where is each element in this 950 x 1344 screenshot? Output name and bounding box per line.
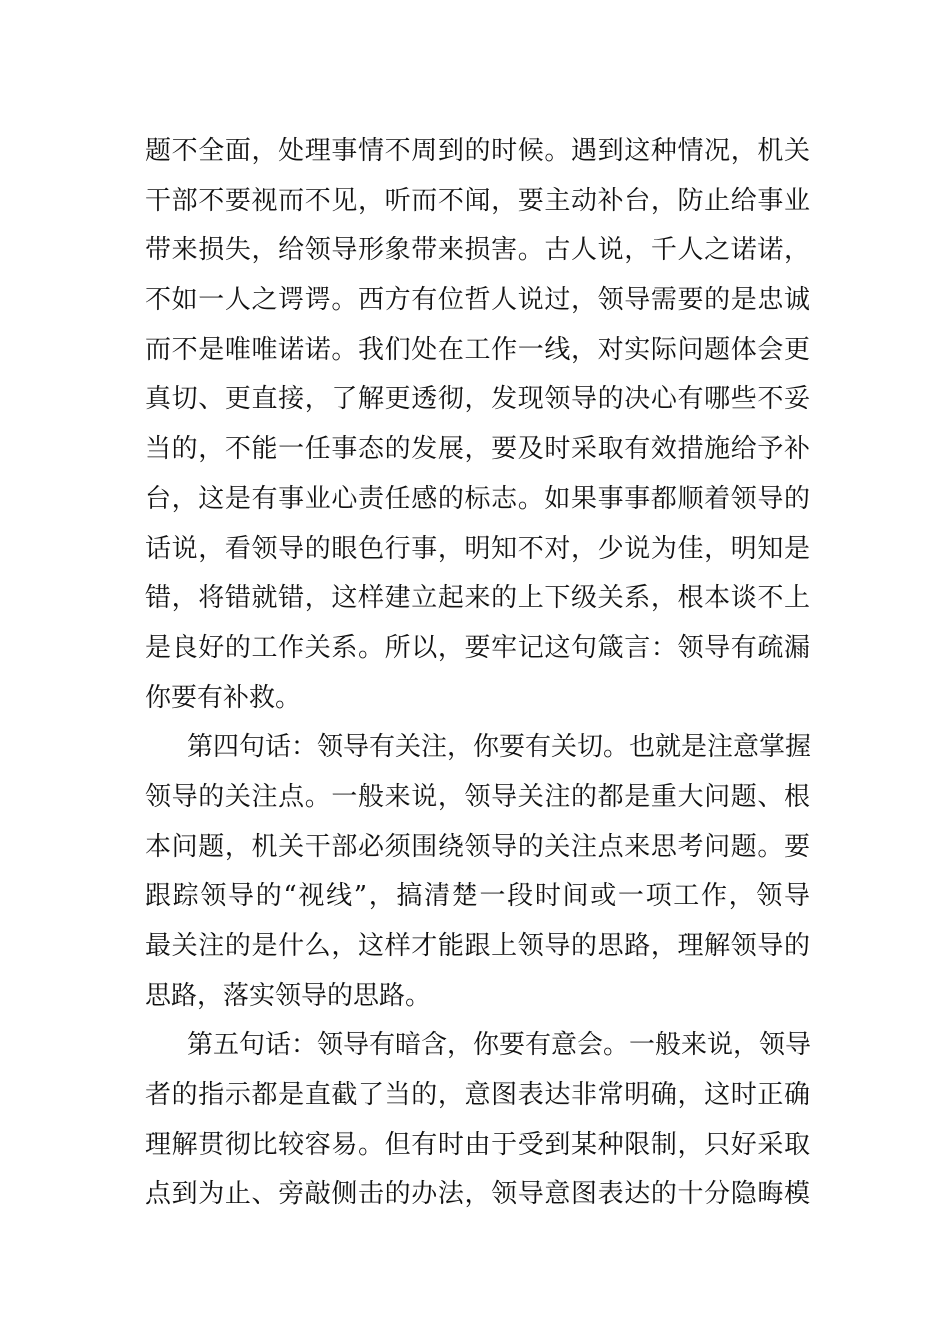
text-line: 是良好的工作关系。所以，要牢记这句箴言：领导有疏漏 [145, 632, 810, 663]
text-line: 领导的关注点。一般来说，领导关注的都是重大问题、根 [145, 781, 810, 812]
paragraph-start-line: 第四句话：领导有关注，你要有关切。也就是注意掌握 [187, 732, 812, 763]
text-line: 真切、更直接，了解更透彻，发现领导的决心有哪些不妥 [145, 384, 810, 415]
paragraph-start-line: 第五句话：领导有暗含，你要有意会。一般来说，领导 [187, 1030, 812, 1061]
text-line: 而不是唯唯诺诺。我们处在工作一线，对实际问题体会更 [145, 334, 810, 365]
text-line: 台，这是有事业心责任感的标志。如果事事都顺着领导的 [145, 483, 810, 514]
text-line: 最关注的是什么，这样才能跟上领导的思路，理解领导的 [145, 931, 810, 961]
text-line: 话说，看领导的眼色行事，明知不对，少说为佳，明知是 [145, 533, 810, 564]
text-line: 点到为止、旁敲侧击的办法，领导意图表达的十分隐晦模 [145, 1179, 810, 1210]
text-line: 干部不要视而不见，听而不闻，要主动补台，防止给事业 [145, 185, 810, 216]
document-body [145, 127, 810, 1220]
text-line: 题不全面，处理事情不周到的时候。遇到这种情况，机关 [145, 136, 810, 166]
text-line: 思路，落实领导的思路。 [145, 980, 432, 1011]
text-line: 错，将错就错，这样建立起来的上下级关系，根本谈不上 [145, 583, 810, 614]
text-line: 当的，不能一任事态的发展，要及时采取有效措施给予补 [145, 434, 810, 465]
text-line: 理解贯彻比较容易。但有时由于受到某种限制，只好采取 [145, 1129, 810, 1160]
text-line: 跟踪领导的“视线”，搞清楚一段时间或一项工作，领导 [145, 881, 810, 912]
text-line: 带来损失，给领导形象带来损害。古人说，千人之诺诺， [145, 235, 810, 266]
text-line: 你要有补救。 [145, 682, 302, 713]
text-line: 者的指示都是直截了当的，意图表达非常明确，这时正确 [145, 1080, 810, 1111]
text-line: 本问题，机关干部必须围绕领导的关注点来思考问题。要 [145, 831, 810, 862]
text-line: 不如一人之谔谔。西方有位哲人说过，领导需要的是忠诚 [145, 285, 810, 316]
